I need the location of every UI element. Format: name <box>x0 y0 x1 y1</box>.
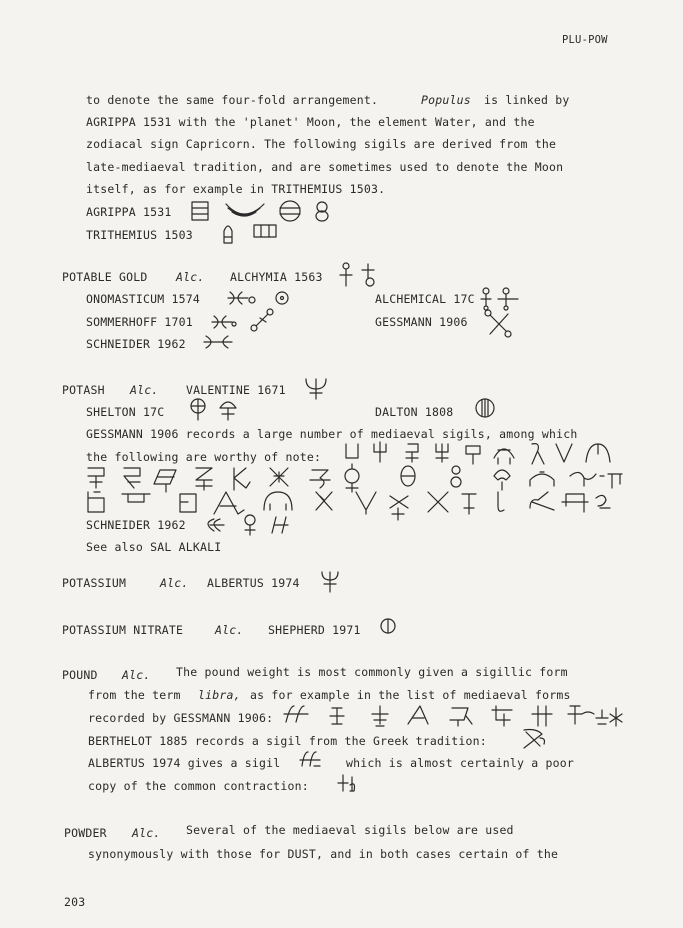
entry-term-pound: POUND <box>62 668 98 682</box>
pound-line-4: BERTHELOT 1885 records a sigil from the Greek tradition: <box>88 734 487 748</box>
trithemius-citation: TRITHEMIUS 1503 <box>86 228 193 242</box>
berthelot-sigil <box>520 724 550 750</box>
potassium-tag: Alc. <box>160 576 189 590</box>
schneider-citation: SCHNEIDER 1962 <box>86 337 186 351</box>
albertus-pound-sigil <box>298 748 326 770</box>
common-contraction-sigil <box>334 771 362 793</box>
powder-line-2: synonymously with those for DUST, and in both cases certain of the <box>88 847 559 861</box>
potassium-nitrate-tag: Alc. <box>215 623 244 637</box>
trithemius-sigils <box>218 219 288 245</box>
pound-line-1: The pound weight is most commonly given a sigillic form <box>176 665 568 679</box>
running-head: PLU-POW <box>562 34 608 46</box>
valentine-citation: VALENTINE 1671 <box>186 383 286 397</box>
potash-line-1: GESSMANN 1906 records a large number of mediaeval sigils, among which <box>86 427 578 441</box>
potash-tag: Alc. <box>130 383 159 397</box>
shelton-citation: SHELTON 17C <box>86 405 165 419</box>
populus-line-4: late-mediaeval tradition, and are sometimes used to denote the Moon <box>86 160 564 174</box>
schneider-sigil <box>202 332 236 352</box>
dalton-sigil <box>474 397 498 421</box>
sommerhoff-citation: SOMMERHOFF 1701 <box>86 315 193 329</box>
entry-term-potassium-nitrate: POTASSIUM NITRATE <box>62 623 184 637</box>
potash-line-2: the following are worthy of note: <box>86 450 322 464</box>
dalton-citation: DALTON 1808 <box>375 405 454 419</box>
shepherd-citation: SHEPHERD 1971 <box>268 623 361 637</box>
see-also-sal-alkali: See also SAL ALKALI <box>86 540 222 554</box>
sommerhoff-sigils <box>210 306 276 332</box>
gessmann-citation: GESSMANN 1906 <box>375 315 468 329</box>
powder-line-1: Several of the mediaeval sigils below are used <box>186 823 514 837</box>
potash-mediaeval-sigils-row-3 <box>84 486 624 522</box>
populus-term-italic: Populus <box>421 93 471 107</box>
populus-line-2: AGRIPPA 1531 with the 'planet' Moon, the element Water, and the <box>86 115 535 129</box>
gessmann-sigils <box>482 308 516 342</box>
powder-tag: Alc. <box>132 826 161 840</box>
potassium-sigil <box>318 568 344 594</box>
agrippa-citation: AGRIPPA 1531 <box>86 205 172 219</box>
pound-line-6: copy of the common contraction: <box>88 779 309 793</box>
pound-line-5b: which is almost certainly a poor <box>346 756 574 770</box>
entry-term-powder: POWDER <box>64 826 107 840</box>
shelton-sigils <box>186 396 250 422</box>
entry-term-potash: POTASH <box>62 383 105 397</box>
pound-line-5a: ALBERTUS 1974 gives a sigil <box>88 756 281 770</box>
potash-schneider-sigils <box>206 511 296 537</box>
pound-libra-italic: libra, <box>198 688 241 702</box>
pound-gessmann-sigils <box>282 700 622 730</box>
onomasticum-sigils <box>226 288 296 308</box>
valentine-sigil <box>302 375 332 401</box>
pound-line-3: recorded by GESSMANN 1906: <box>88 711 274 725</box>
pound-tag: Alc. <box>122 668 151 682</box>
pound-line-2c: as for example in the list of mediaeval forms <box>250 688 571 702</box>
potable-gold-tag: Alc. <box>176 270 205 284</box>
populus-line-1a: to denote the same four-fold arrangement. <box>86 93 379 107</box>
page-number: 203 <box>64 895 86 909</box>
entry-term-potassium: POTASSIUM <box>62 576 127 590</box>
onomasticum-citation: ONOMASTICUM 1574 <box>86 292 200 306</box>
alchemical-citation: ALCHEMICAL 17C <box>375 292 475 306</box>
potash-schneider-citation: SCHNEIDER 1962 <box>86 518 186 532</box>
potassium-nitrate-sigil <box>378 617 400 637</box>
pound-line-2a: from the term <box>88 688 181 702</box>
potassium-albertus-citation: ALBERTUS 1974 <box>207 576 300 590</box>
populus-line-3: zodiacal sign Capricorn. The following sigils are derived from the <box>86 137 557 151</box>
populus-line-1c: is linked by <box>484 93 570 107</box>
alchymia-citation: ALCHYMIA 1563 <box>230 270 323 284</box>
alchymia-sigils <box>336 260 386 290</box>
entry-term-potable-gold: POTABLE GOLD <box>62 270 148 284</box>
populus-line-5: itself, as for example in TRITHEMIUS 1503. <box>86 182 386 196</box>
